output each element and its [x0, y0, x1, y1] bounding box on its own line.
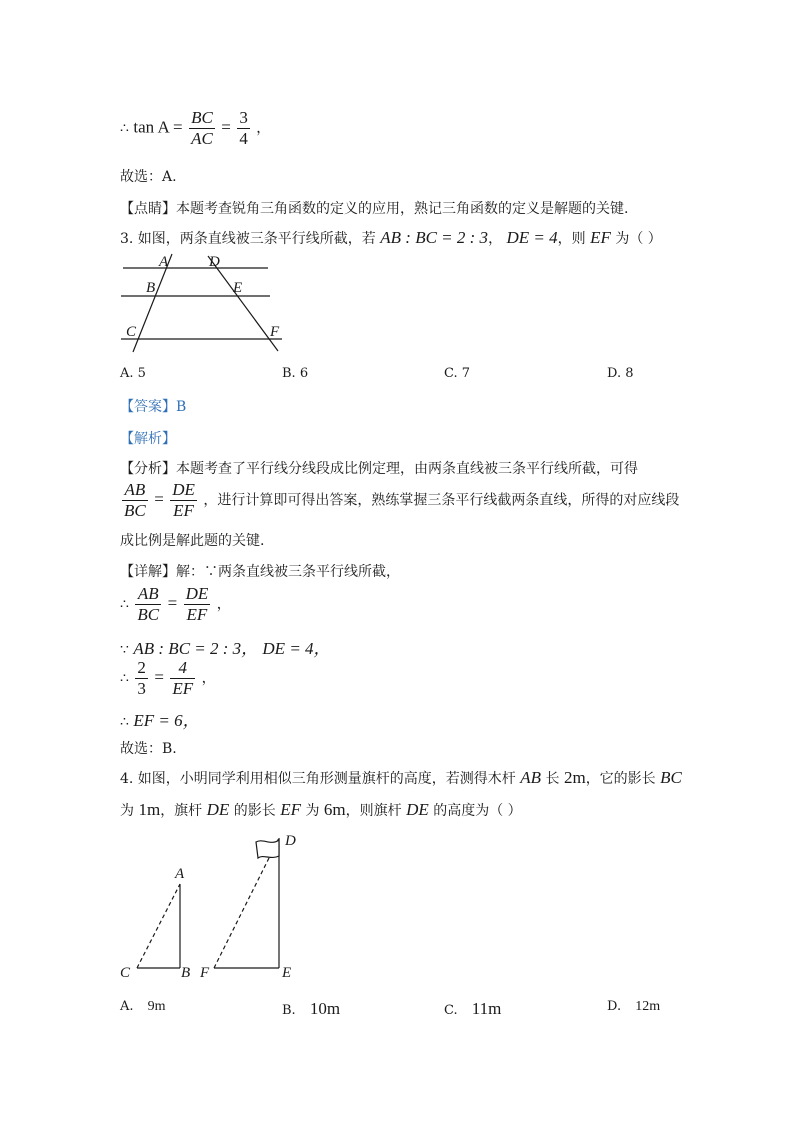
q3-stem: 3. 如图，两条直线被三条平行线所截，若 AB : BC = 2 : 3， DE = 4，则 EF 为（ ） — [120, 228, 662, 247]
fraction-ab-bc: $\frac{AB}{BC}$ — [124, 480, 146, 520]
tan-expr: tan A = — [133, 117, 183, 137]
q3-detail-line1: 【详解】解：∵两条直线被三条平行线所截， — [120, 564, 400, 580]
tan-formula: ∴ tan A = $\frac{BC}{AC}$ = $\frac{3}{4}$ ， — [120, 108, 271, 148]
q3-option-b: B. 6 — [282, 366, 309, 381]
ray-ca — [137, 884, 180, 968]
label-C: C — [126, 324, 137, 340]
prev-comment: 【点睛】本题考查锐角三角函数的定义的应用，熟记三角函数的定义是解题的关键. — [120, 201, 629, 217]
q3-step4: ∴ EF = 6， — [120, 711, 200, 730]
q4-option-b: B. 10m — [282, 999, 341, 1018]
label-F: F — [270, 324, 280, 340]
label-E: E — [233, 280, 243, 296]
flag-icon — [256, 840, 279, 858]
label-B: B — [181, 965, 191, 981]
transversal-right — [208, 256, 278, 351]
q4-option-c: C. 11m — [444, 999, 502, 1018]
step1-fraction-de-ef: $\frac{DE}{EF}$ — [185, 584, 209, 624]
q3-option-a: A. 5 — [120, 366, 146, 381]
label-F: F — [200, 965, 210, 981]
step3-fraction-2-3: $\frac{2}{3}$ — [137, 658, 146, 698]
fraction-bc-ac: $\frac{BC}{AC}$ — [191, 108, 213, 148]
q4-figure — [115, 828, 315, 983]
q3-analysis-line3: 成比例是解此题的关键. — [120, 533, 265, 549]
fraction-3-4: $\frac{3}{4}$ — [239, 108, 248, 148]
label-C: C — [120, 965, 131, 981]
q3-figure — [115, 250, 295, 355]
q3-analysis-title: 【解析】 — [120, 431, 176, 447]
label-A: A — [175, 866, 185, 882]
q4-option-d: D. 12m — [607, 999, 661, 1014]
prev-choose: 故选：A. — [120, 169, 177, 185]
q3-step2: ∵ AB : BC = 2 : 3， DE = 4， — [120, 639, 331, 658]
q4-stem-line2: 为 1m，旗杆 DE 的影长 EF 为 6m，则旗杆 DE 的高度为（ ） — [120, 800, 522, 819]
q3-answer: 【答案】B — [120, 399, 187, 415]
q4-option-a: A. 9m — [120, 999, 166, 1014]
q3-step1: ∴ $\frac{AB}{BC}$ = $\frac{DE}{EF}$ ， — [120, 584, 231, 624]
step3-fraction-4-ef: $\frac{4}{EF}$ — [172, 658, 194, 698]
q3-analysis-line1: 【分析】本题考查了平行线分线段成比例定理，由两条直线被三条平行线所截，可得 — [120, 461, 638, 477]
label-D: D — [285, 833, 296, 849]
step1-fraction-ab-bc: $\frac{AB}{BC}$ — [137, 584, 160, 624]
q3-choose: 故选：B. — [120, 741, 177, 757]
label-A: A — [159, 254, 169, 270]
label-B: B — [146, 280, 156, 296]
q3-step3: ∴ $\frac{2}{3}$ = $\frac{4}{EF}$ ， — [120, 658, 216, 698]
q3-analysis-line2: $\frac{AB}{BC}$ = $\frac{DE}{EF}$ ，进行计算即可得出答案，熟练掌握三条平行线截两条直线，所得的对应线段 — [124, 480, 680, 520]
label-E: E — [282, 965, 292, 981]
q3-option-d: D. 8 — [607, 366, 634, 381]
q4-stem-line1: 4. 如图，小明同学利用相似三角形测量旗杆的高度，若测得木杆 AB 长 2m，它的影长 BC — [120, 768, 682, 787]
fraction-de-ef: $\frac{DE}{EF}$ — [172, 480, 195, 520]
q3-option-c: C. 7 — [444, 366, 471, 381]
therefore-symbol: ∴ — [120, 120, 129, 137]
label-D: D — [209, 254, 220, 270]
